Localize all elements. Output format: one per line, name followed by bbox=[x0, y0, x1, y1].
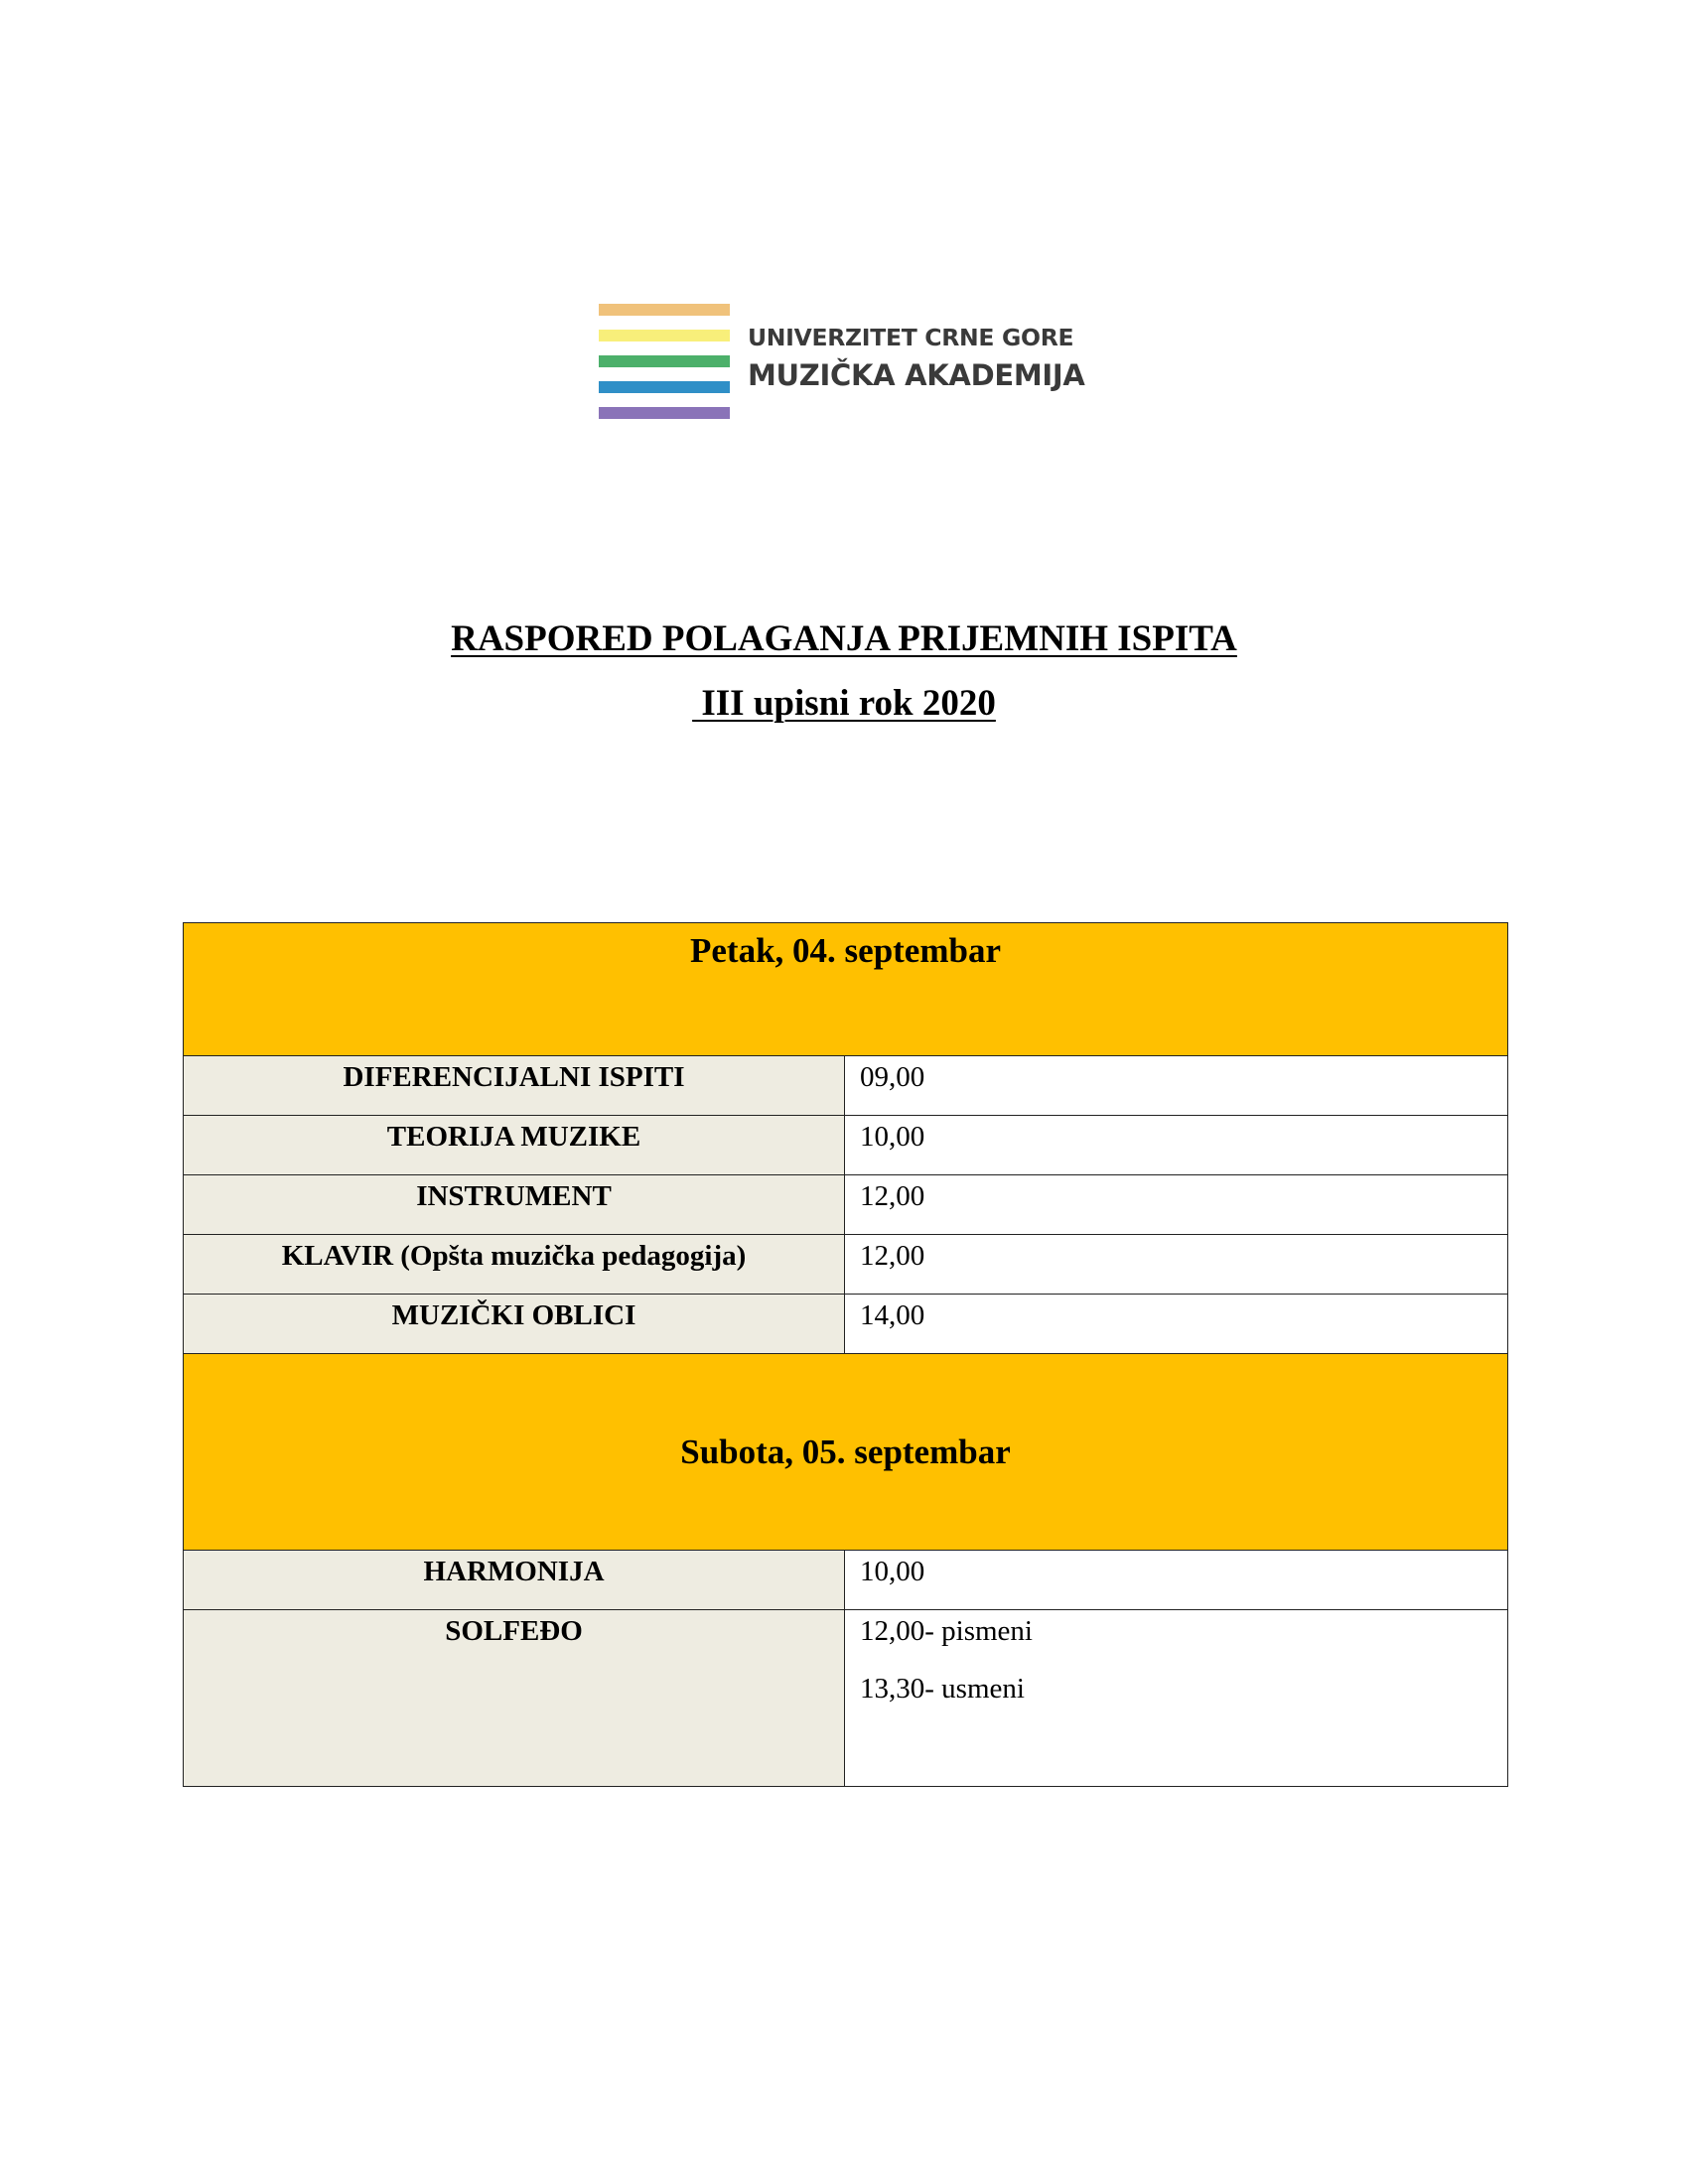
subject-cell bbox=[184, 1235, 845, 1295]
university-logo bbox=[599, 301, 1085, 425]
logo-university-name: UNIVERZITET CRNE GORE bbox=[748, 324, 1074, 351]
time-cell bbox=[845, 1116, 1508, 1175]
table-row bbox=[184, 1235, 1508, 1295]
document-title: RASPORED POLAGANJA PRIJEMNIH ISPITA bbox=[451, 618, 1237, 659]
subject-name: INSTRUMENT bbox=[416, 1180, 612, 1212]
logo-stripe bbox=[599, 381, 730, 393]
table-row bbox=[184, 1610, 1508, 1787]
subject-name: KLAVIR (Opšta muzička pedagogija) bbox=[281, 1240, 747, 1272]
logo-academy-name: MUZIČKA AKADEMIJA bbox=[748, 358, 1085, 392]
subject-name: TEORIJA MUZIKE bbox=[386, 1121, 641, 1153]
exam-schedule-table bbox=[183, 922, 1508, 1787]
time-cell bbox=[845, 1610, 1508, 1787]
subject-name: MUZIČKI OBLICI bbox=[391, 1299, 636, 1331]
table-row bbox=[184, 1295, 1508, 1354]
document-subtitle bbox=[0, 682, 1688, 725]
exam-time: 10,00 bbox=[860, 1121, 925, 1153]
logo-stripes-icon bbox=[599, 301, 730, 425]
exam-time-written: 12,00- pismeni bbox=[860, 1615, 1033, 1647]
day-label: Petak, 04. septembar bbox=[690, 931, 1002, 970]
exam-time: 12,00 bbox=[860, 1180, 925, 1212]
day-header-row bbox=[184, 923, 1508, 1056]
time-cell bbox=[845, 1175, 1508, 1235]
table-row bbox=[184, 1056, 1508, 1116]
time-cell bbox=[845, 1056, 1508, 1116]
document-subtitle-text: III upisni rok 2020 bbox=[692, 683, 996, 724]
exam-time: 12,00 bbox=[860, 1240, 925, 1272]
logo-stripe bbox=[599, 407, 730, 419]
subject-cell bbox=[184, 1116, 845, 1175]
logo-stripe bbox=[599, 304, 730, 316]
subject-name: HARMONIJA bbox=[423, 1556, 605, 1587]
time-cell bbox=[845, 1235, 1508, 1295]
exam-time: 10,00 bbox=[860, 1556, 925, 1587]
exam-time-oral: 13,30- usmeni bbox=[860, 1673, 1025, 1705]
table-row bbox=[184, 1551, 1508, 1610]
table-row bbox=[184, 1116, 1508, 1175]
time-cell bbox=[845, 1295, 1508, 1354]
day-header-cell bbox=[184, 923, 1508, 1056]
exam-time: 09,00 bbox=[860, 1061, 925, 1093]
time-cell bbox=[845, 1551, 1508, 1610]
subject-cell bbox=[184, 1610, 845, 1787]
subject-cell bbox=[184, 1175, 845, 1235]
logo-stripe bbox=[599, 355, 730, 367]
exam-time: 14,00 bbox=[860, 1299, 925, 1331]
subject-name: DIFERENCIJALNI ISPITI bbox=[343, 1061, 685, 1093]
day-header-cell bbox=[184, 1354, 1508, 1551]
logo-stripe bbox=[599, 330, 730, 341]
day-header-row bbox=[184, 1354, 1508, 1551]
subject-name: SOLFEĐO bbox=[445, 1615, 583, 1647]
table-row bbox=[184, 1175, 1508, 1235]
day-label: Subota, 05. septembar bbox=[680, 1432, 1011, 1471]
subject-cell bbox=[184, 1551, 845, 1610]
subject-cell bbox=[184, 1056, 845, 1116]
subject-cell bbox=[184, 1295, 845, 1354]
